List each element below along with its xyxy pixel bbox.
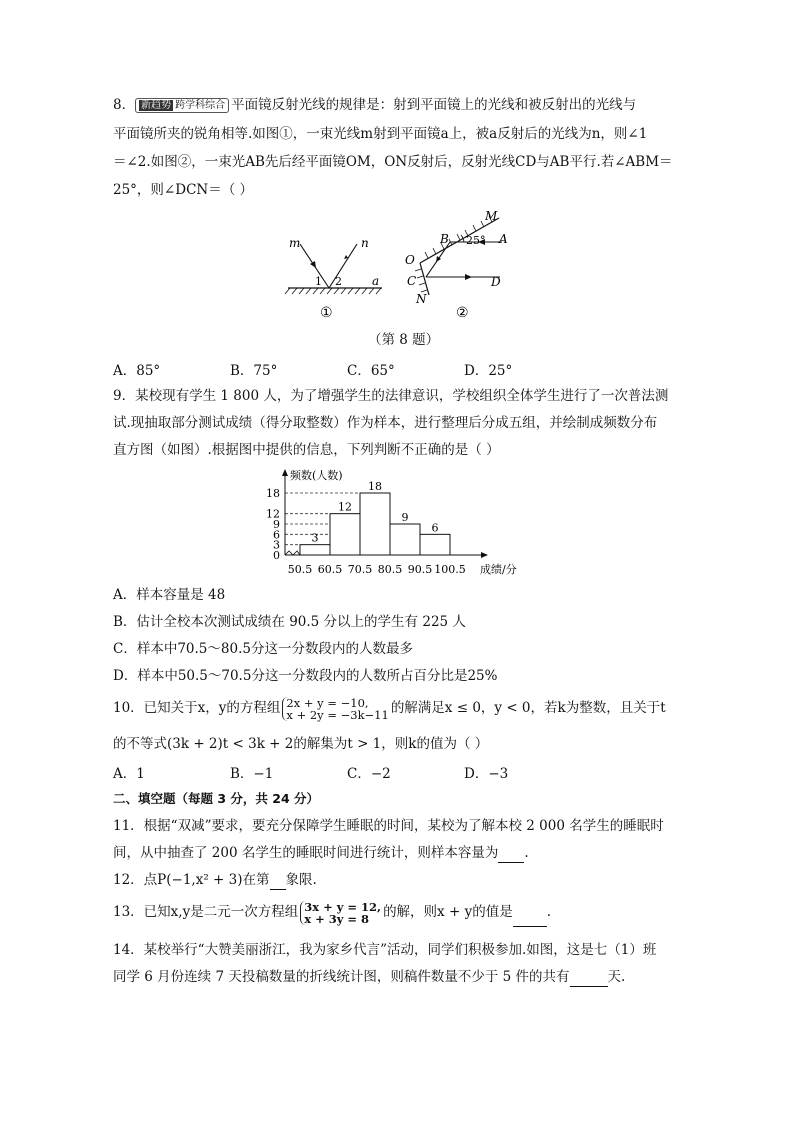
q9-option-d: D．样本中50.5～70.5分这一分数段内的人数所占百分比是25%	[113, 668, 498, 684]
fig1-caption: ①	[320, 305, 333, 320]
q11-line2: 间，从中抽查了 200 名学生的睡眠时间进行统计，则样本容量为 .	[113, 845, 529, 861]
q8-option-b: B．75°	[230, 363, 278, 379]
fig1-label-m: m	[289, 236, 301, 250]
hist-ytick-label: 9	[273, 518, 280, 531]
hist-ytick-label: 18	[266, 487, 280, 500]
hist-bar-value-5: 6	[431, 521, 439, 535]
fig2-label-B: B	[440, 232, 449, 246]
fig2-label-C: C	[407, 274, 417, 288]
section-2-heading: 二、填空题（每题 3 分，共 24 分）	[113, 791, 320, 806]
fig1-angle-2: 2	[335, 275, 342, 288]
q11-line1: 11．根据“双减”要求，要充分保障学生睡眠的时间，某校为了解本校 2 000 名学生的睡眠时	[113, 818, 664, 834]
q8-line4: 25°，则∠DCN＝（ ）	[113, 182, 253, 198]
fig1-label-a: a	[372, 274, 380, 288]
hist-xtick-label: 60.5	[317, 563, 343, 576]
q9-line3: 直方图（如图）.根据图中提供的信息，下列判断不正确的是（ ）	[113, 442, 500, 458]
hist-xtick-label: 50.5	[287, 563, 313, 576]
hist-xtick-label: 80.5	[377, 563, 403, 576]
hist-xtick-label: 100.5	[434, 563, 466, 576]
q8-number: 8．	[113, 97, 136, 113]
hist-bar-2	[330, 514, 360, 555]
fig2-caption: ②	[456, 305, 469, 320]
hist-bar-value-1: 3	[311, 531, 319, 545]
q8-line2: 平面镜所夹的锐角相等.如图①，一束光线m射到平面镜a上，被a反射后的光线为n，则∠1	[113, 126, 648, 142]
q9-option-a: A．样本容量是 48	[113, 587, 226, 603]
q12-answer-blank	[270, 871, 286, 890]
fig2-label-N: N	[416, 292, 427, 306]
fig2-angle-25: 25°	[466, 234, 486, 247]
hist-bar-3	[360, 493, 390, 555]
q8-option-a: A．85°	[113, 363, 161, 379]
fig1-angle-1: 1	[315, 275, 322, 288]
q10-option-d: D．−3	[464, 766, 509, 782]
fig2-label-O: O	[405, 253, 415, 267]
q11-answer-blank	[498, 844, 524, 863]
hist-ytick-label: 3	[273, 538, 280, 552]
q10-line2: 的不等式(3k + 2)t < 3k + 2的解集为t > 1，则k的值为（ ）	[113, 736, 489, 752]
hist-xtick-label: 90.5	[407, 563, 433, 576]
hist-bar-value-3: 18	[368, 480, 382, 493]
q12-line: 12．点P(−1,x² + 3)在第 象限.	[113, 872, 317, 888]
q9-option-c: C．样本中70.5～80.5分这一分数段内的人数最多	[113, 641, 413, 657]
q13-line: 13．已知x,y是二元一次方程组 3x + y = 12, x + 3y = 8 的解，则x + y的值是 .	[113, 899, 551, 926]
q8-option-c: C．65°	[347, 363, 395, 379]
q9-line1: 9．某校现有学生 1 800 人，为了增强学生的法律意识，学校组织全体学生进行了一次普法测	[113, 388, 669, 404]
q9-histogram	[258, 465, 538, 580]
hist-bar-1	[300, 545, 330, 555]
hist-xlabel: 成绩/分	[480, 563, 517, 576]
fig2-label-M: M	[485, 209, 498, 223]
hist-bar-5	[420, 534, 450, 555]
hist-ylabel: 频数(人数)	[290, 469, 343, 482]
hist-xtick-label: 70.5	[347, 563, 373, 576]
q8-figure-1	[280, 228, 390, 320]
hist-ytick-label: 6	[273, 528, 280, 542]
fig1-label-n: n	[361, 236, 369, 250]
fig2-label-D: D	[491, 275, 501, 289]
q8-badge: 新趋势 跨学科综合	[135, 98, 229, 113]
q8-caption: （第 8 题）	[368, 332, 440, 348]
q10-option-b: B．−1	[230, 766, 274, 782]
q9-option-b: B．估计全校本次测试成绩在 90.5 分以上的学生有 225 人	[113, 614, 466, 630]
q10-option-c: C．−2	[347, 766, 391, 782]
q13-equation-system: 3x + y = 12, x + 3y = 8	[300, 901, 381, 925]
q13-answer-blank	[513, 898, 547, 927]
hist-bar-value-4: 9	[401, 511, 409, 524]
q14-answer-blank	[570, 968, 608, 987]
hist-ytick-label: 12	[266, 507, 280, 521]
q10-equation-system: 2x + y = −10, x + 2y = −3k−11	[282, 697, 388, 721]
q8-option-d: D．25°	[464, 363, 513, 379]
hist-bar-4	[390, 524, 420, 555]
q10-line1: 10．已知关于x，y的方程组 2x + y = −10, x + 2y = −3k−11 的解满足x ≤ 0，y < 0，若k为整数，且关于t	[113, 695, 666, 722]
q10-option-a: A．1	[113, 766, 145, 782]
q8-line1: 8． 新趋势 跨学科综合 平面镜反射光线的规律是：射到平面镜上的光线和被反射出的光线与	[113, 97, 637, 113]
q14-line1: 14．某校举行“大赞美丽浙江，我为家乡代言”活动，同学们积极参加.如图，这是七（1）班	[113, 942, 657, 958]
hist-ytick-label: 0	[273, 549, 280, 562]
q8-figure-2	[398, 205, 528, 320]
fig2-label-A: A	[499, 232, 508, 246]
q8-line3: ＝∠2.如图②，一束光AB先后经平面镜OM，ON反射后，反射光线CD与AB平行.若∠ABM＝	[113, 154, 673, 170]
q9-line2: 试.现抽取部分测试成绩（得分取整数）作为样本，进行整理后分成五组，并绘制成频数分布	[113, 415, 658, 431]
hist-bar-value-2: 12	[338, 500, 352, 514]
q14-line2: 同学 6 月份连续 7 天投稿数量的折线统计图，则稿件数量不少于 5 件的共有 天.	[113, 969, 626, 985]
